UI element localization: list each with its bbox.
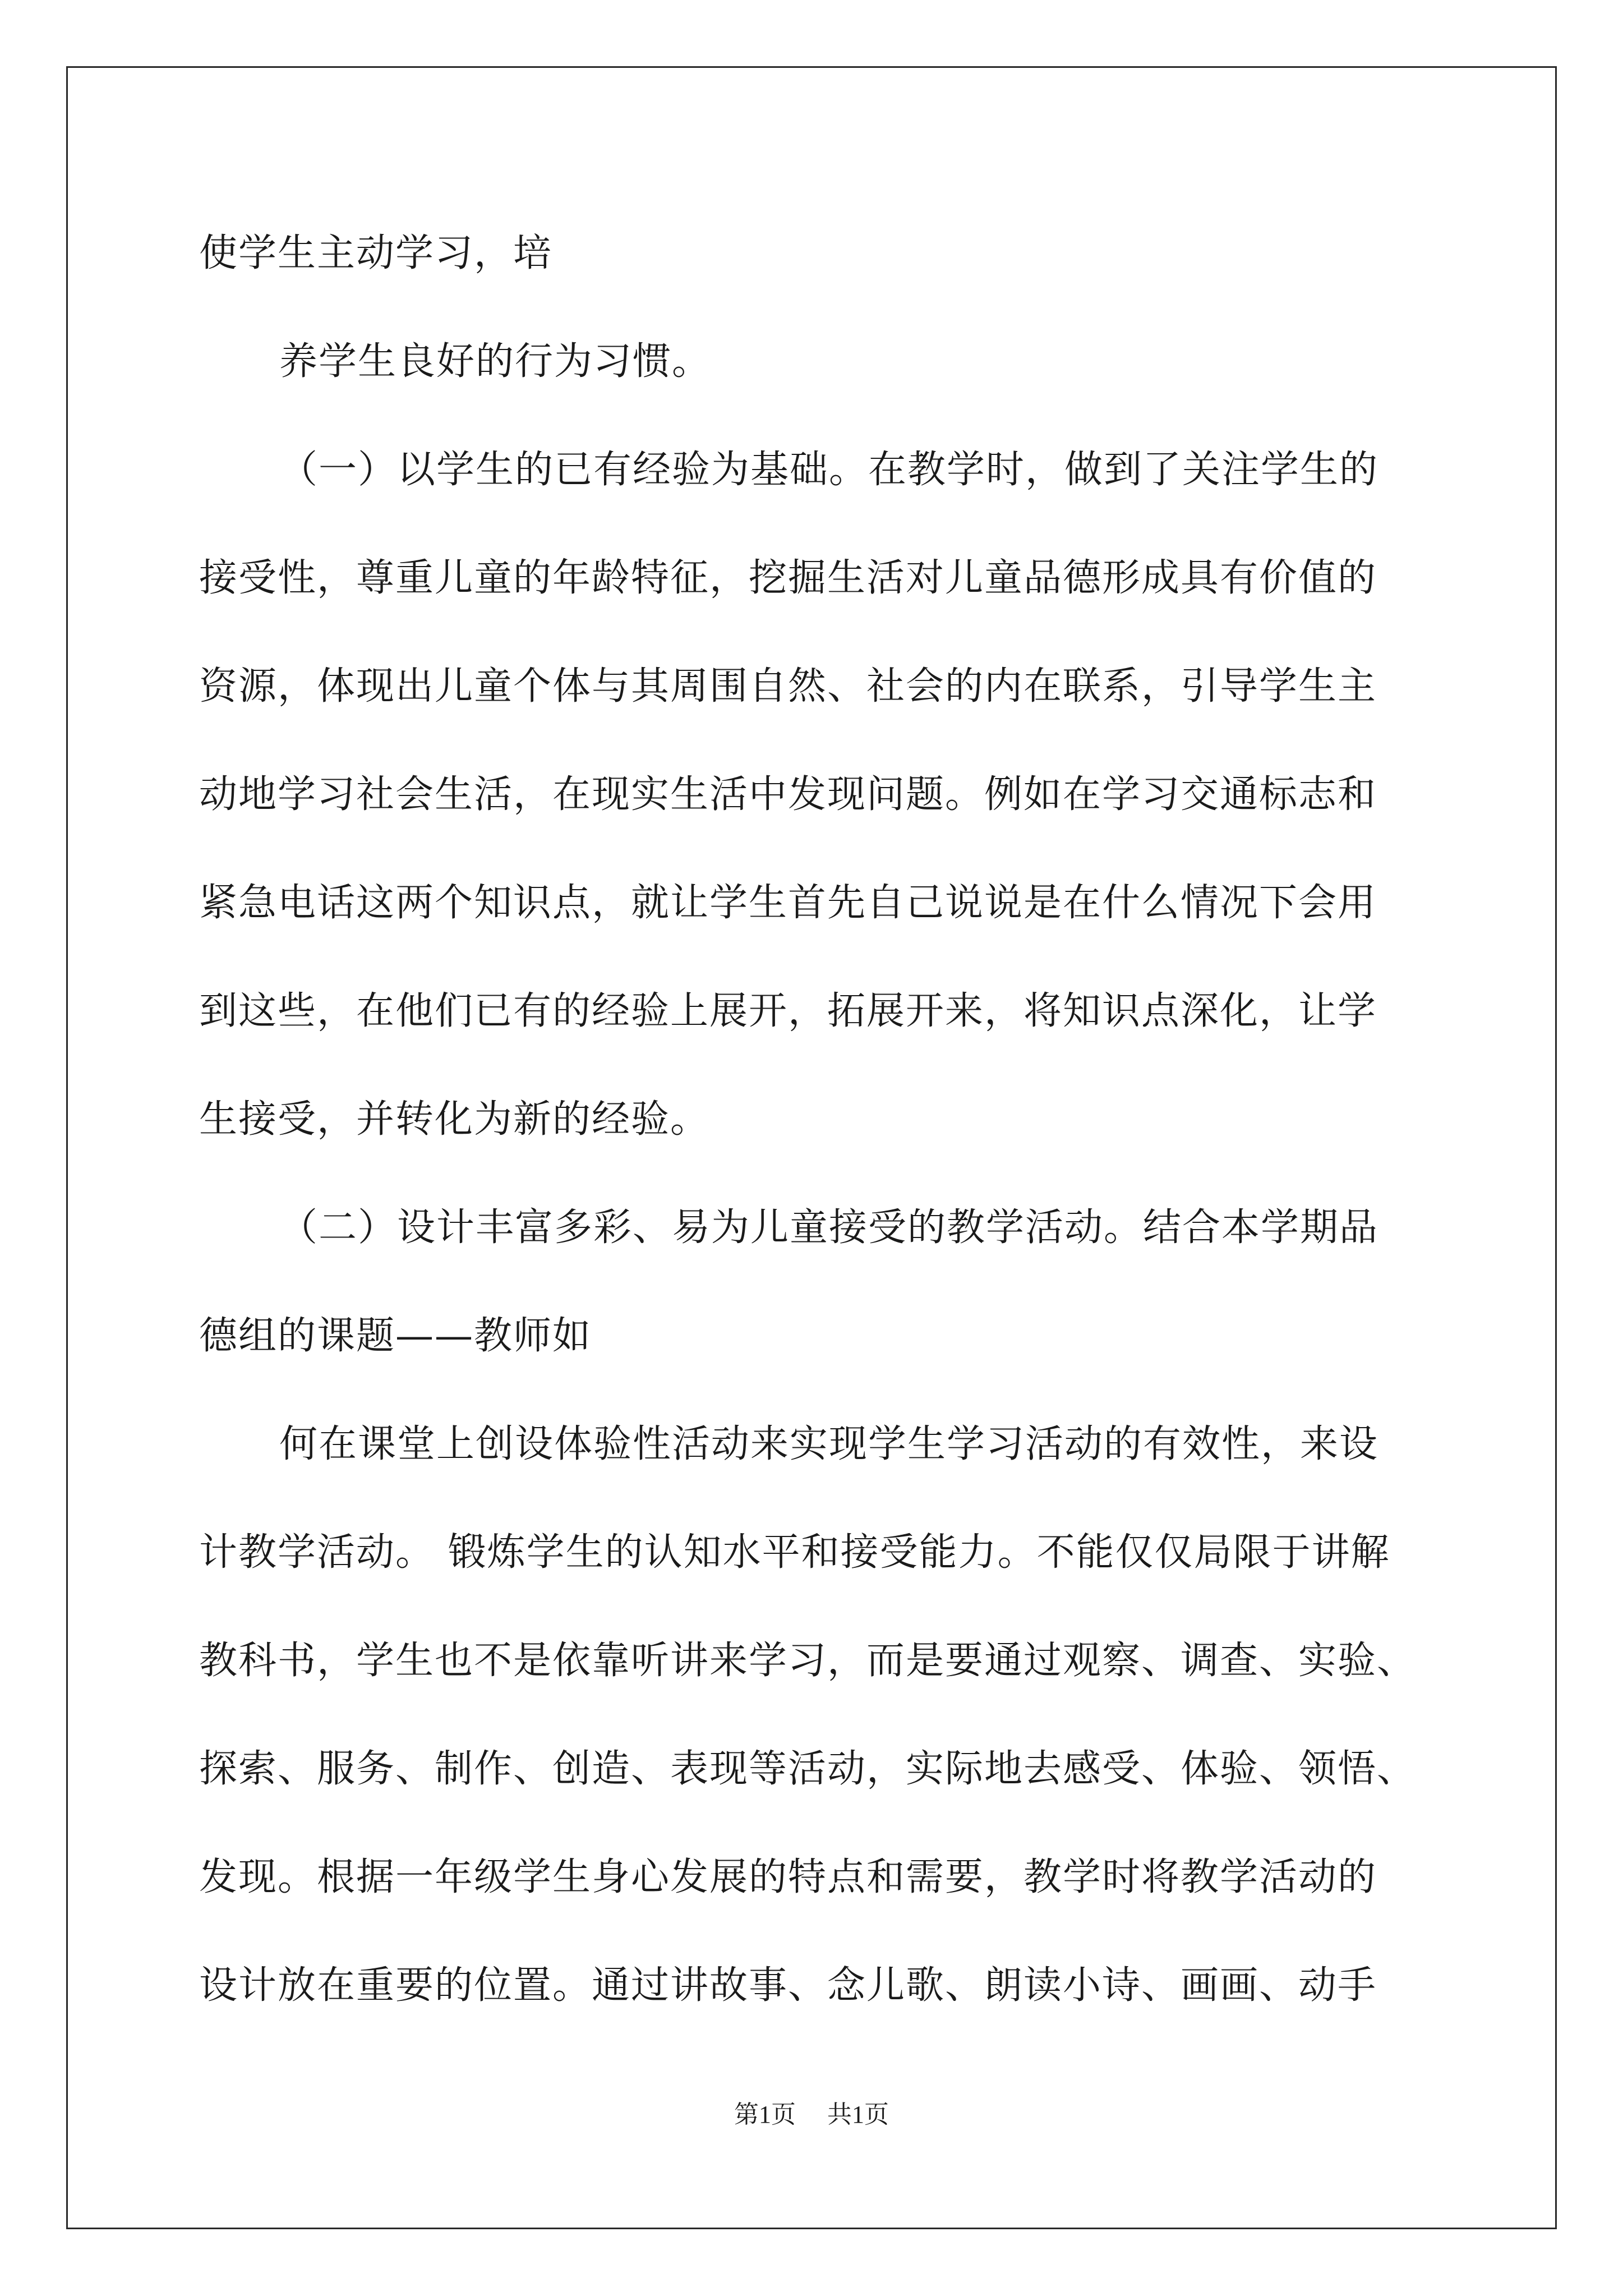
text-line-2: 养学生良好的行为习惯。: [279, 339, 712, 384]
text-line-10: （二）设计丰富多彩、易为儿童接受的教学活动。结合本学期品: [279, 1205, 1379, 1250]
text-line-6: 动地学习社会生活，在现实生活中发现问题。例如在学习交通标志和: [199, 772, 1377, 817]
text-line-4: 接受性，尊重儿童的年龄特征，挖掘生活对儿童品德形成具有价值的: [199, 556, 1377, 600]
text-line-17: 设计放在重要的位置。通过讲故事、念儿歌、朗读小诗、画画、动手: [199, 1963, 1377, 2008]
text-line-8: 到这些，在他们已有的经验上展开，拓展开来，将知识点深化，让学: [199, 989, 1377, 1033]
text-line-1: 使学生主动学习，培: [199, 231, 553, 275]
text-line-9: 生接受，并转化为新的经验。: [199, 1097, 710, 1142]
page-total: 共1页: [827, 2101, 889, 2128]
page-number: 第1页: [734, 2101, 796, 2128]
text-line-11: 德组的课题——教师如: [199, 1314, 592, 1358]
document-body: [199, 199, 1430, 2040]
text-line-12: 何在课堂上创设体验性活动来实现学生学习活动的有效性，来设: [279, 1422, 1379, 1466]
page-footer: [0, 2098, 1623, 2132]
text-line-5: 资源，体现出儿童个体与其周围自然、社会的内在联系，引导学生主: [199, 664, 1377, 708]
text-line-3: （一）以学生的已有经验为基础。在教学时，做到了关注学生的: [279, 448, 1379, 492]
text-line-7: 紧急电话这两个知识点，就让学生首先自己说说是在什么情况下会用: [199, 881, 1377, 925]
text-line-13: 计教学活动。 锻炼学生的认知水平和接受能力。不能仅仅局限于讲解: [199, 1530, 1390, 1575]
text-line-16: 发现。根据一年级学生身心发展的特点和需要，教学时将教学活动的: [199, 1855, 1377, 1899]
text-line-15: 探索、服务、制作、创造、表现等活动，实际地去感受、体验、领悟、: [199, 1747, 1417, 1791]
text-line-14: 教科书，学生也不是依靠听讲来学习，而是要通过观察、调查、实验、: [199, 1639, 1417, 1683]
